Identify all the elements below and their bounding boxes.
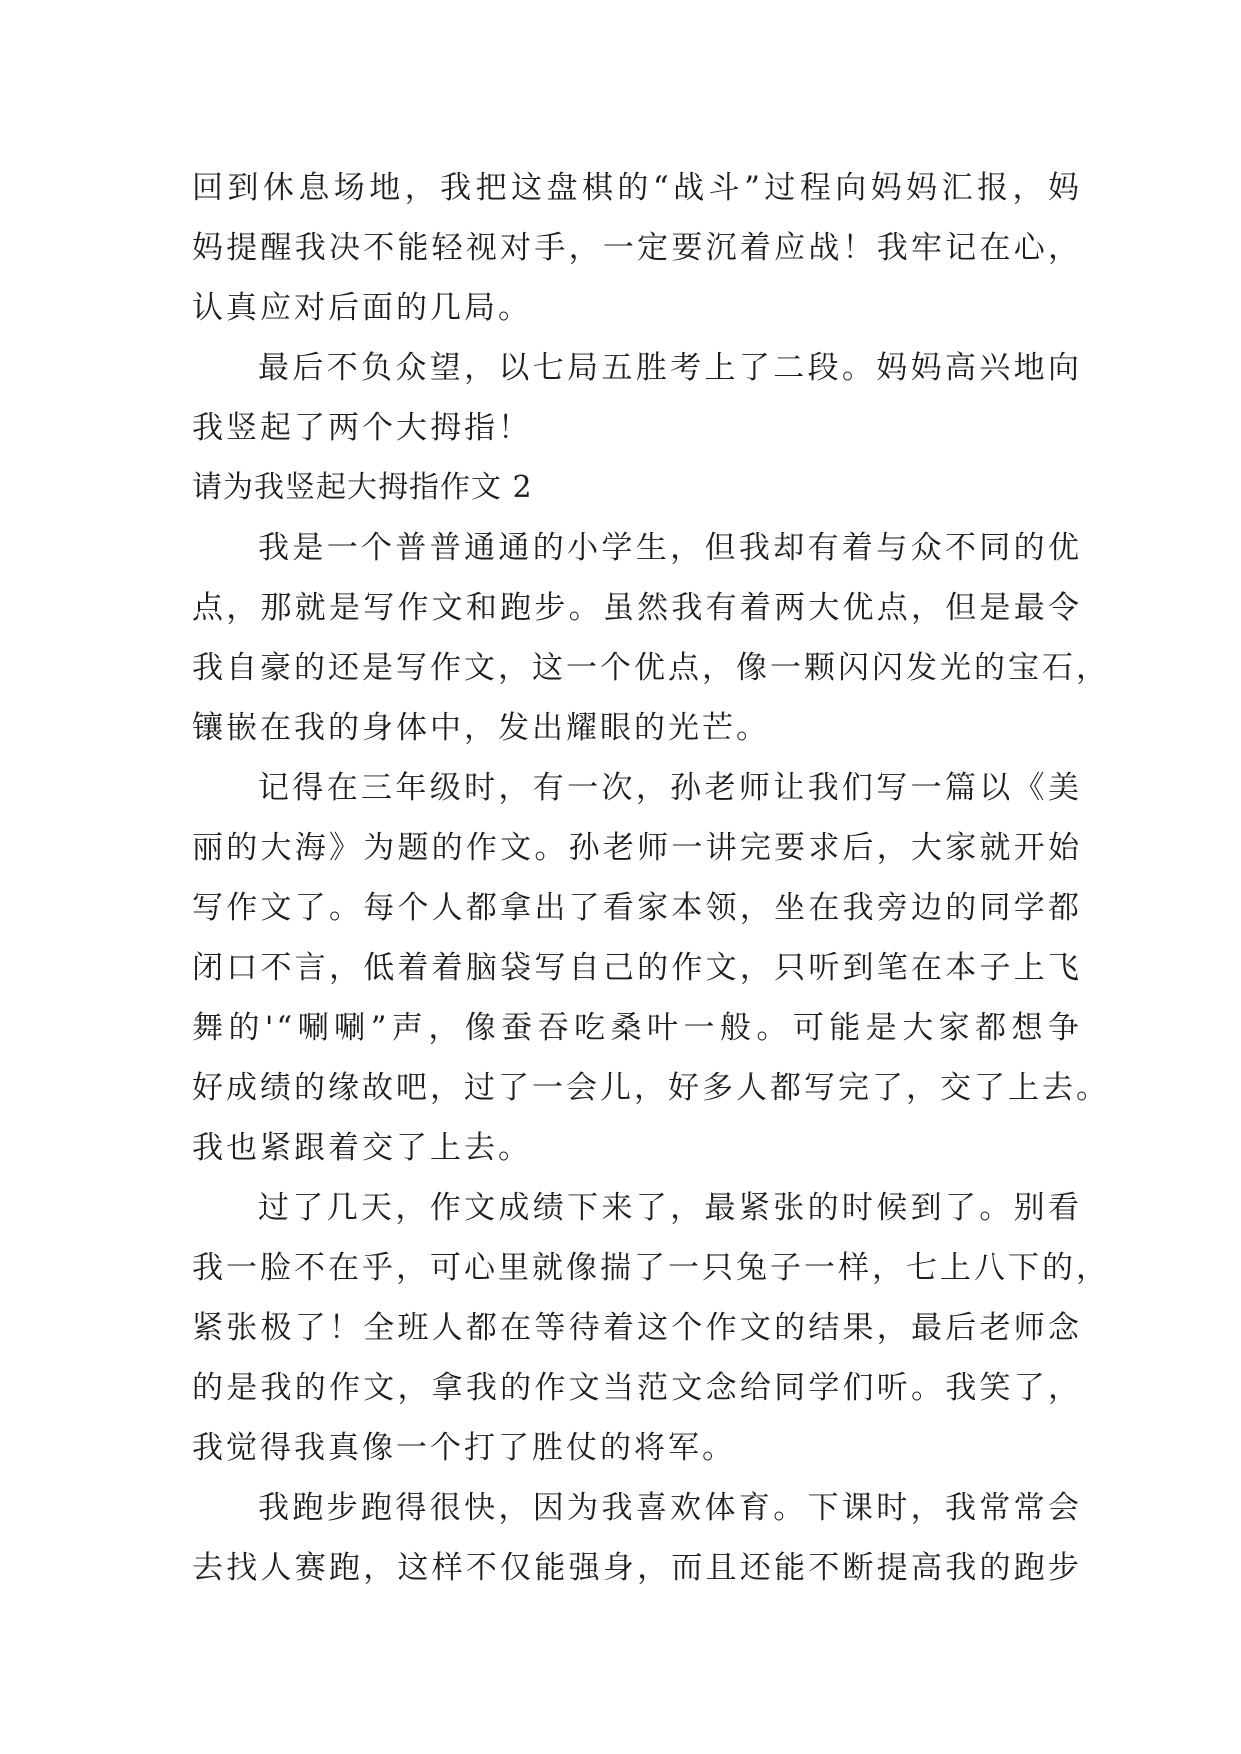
- text-line: 写作文了。每个人都拿出了看家本领，坐在我旁边的同学都: [192, 890, 1082, 926]
- text-line: 舞的'“唰唰”声，像蚕吞吃桑叶一般。可能是大家都想争: [192, 1010, 1082, 1046]
- text-line: 的是我的作文，拿我的作文当范文念给同学们听。我笑了，: [192, 1370, 1082, 1406]
- text-line: 我也紧跟着交了上去。: [192, 1130, 532, 1166]
- text-line: 记得在三年级时，有一次，孙老师让我们写一篇以《美: [258, 770, 1082, 806]
- text-line: 点，那就是写作文和跑步。虽然我有着两大优点，但是最令: [192, 590, 1082, 626]
- paragraph: [192, 758, 1110, 1178]
- paragraph: [192, 1478, 1082, 1598]
- text-line: 紧张极了！全班人都在等待着这个作文的结果，最后老师念: [192, 1310, 1082, 1346]
- text-line: 我竖起了两个大拇指！: [192, 410, 532, 446]
- text-line: 镶嵌在我的身体中，发出耀眼的光芒。: [192, 710, 770, 746]
- text-line: 我是一个普普通通的小学生，但我却有着与众不同的优: [258, 530, 1082, 566]
- paragraph: [192, 518, 1110, 758]
- text-line: 认真应对后面的几局。: [192, 290, 532, 326]
- text-line: 我觉得我真像一个打了胜仗的将军。: [192, 1430, 736, 1466]
- paragraph: [192, 158, 1082, 338]
- paragraph: [192, 338, 1082, 458]
- document-body: [192, 158, 1110, 1598]
- text-line: 回到休息场地，我把这盘棋的“战斗”过程向妈妈汇报，妈: [192, 170, 1082, 206]
- text-line: 我一脸不在乎，可心里就像揣了一只兔子一样，七上八下的，: [192, 1250, 1110, 1286]
- text-line: 闭口不言，低着着脑袋写自己的作文，只听到笔在本子上飞: [192, 950, 1082, 986]
- text-line: 去找人赛跑，这样不仅能强身，而且还能不断提高我的跑步: [192, 1550, 1082, 1586]
- text-line: 丽的大海》为题的作文。孙老师一讲完要求后，大家就开始: [192, 830, 1082, 866]
- paragraph: [192, 1178, 1110, 1478]
- text-line: 妈提醒我决不能轻视对手，一定要沉着应战！我牢记在心，: [192, 230, 1082, 266]
- text-line: 最后不负众望，以七局五胜考上了二段。妈妈高兴地向: [258, 350, 1082, 386]
- text-line: 过了几天，作文成绩下来了，最紧张的时候到了。别看: [258, 1190, 1082, 1226]
- text-line: 好成绩的缘故吧，过了一会儿，好多人都写完了，交了上去。: [192, 1070, 1110, 1106]
- text-line: 我自豪的还是写作文，这一个优点，像一颗闪闪发光的宝石，: [192, 650, 1110, 686]
- text-line: 我跑步跑得很快，因为我喜欢体育。下课时，我常常会: [258, 1490, 1082, 1526]
- section-heading: 请为我竖起大拇指作文 2: [192, 470, 533, 505]
